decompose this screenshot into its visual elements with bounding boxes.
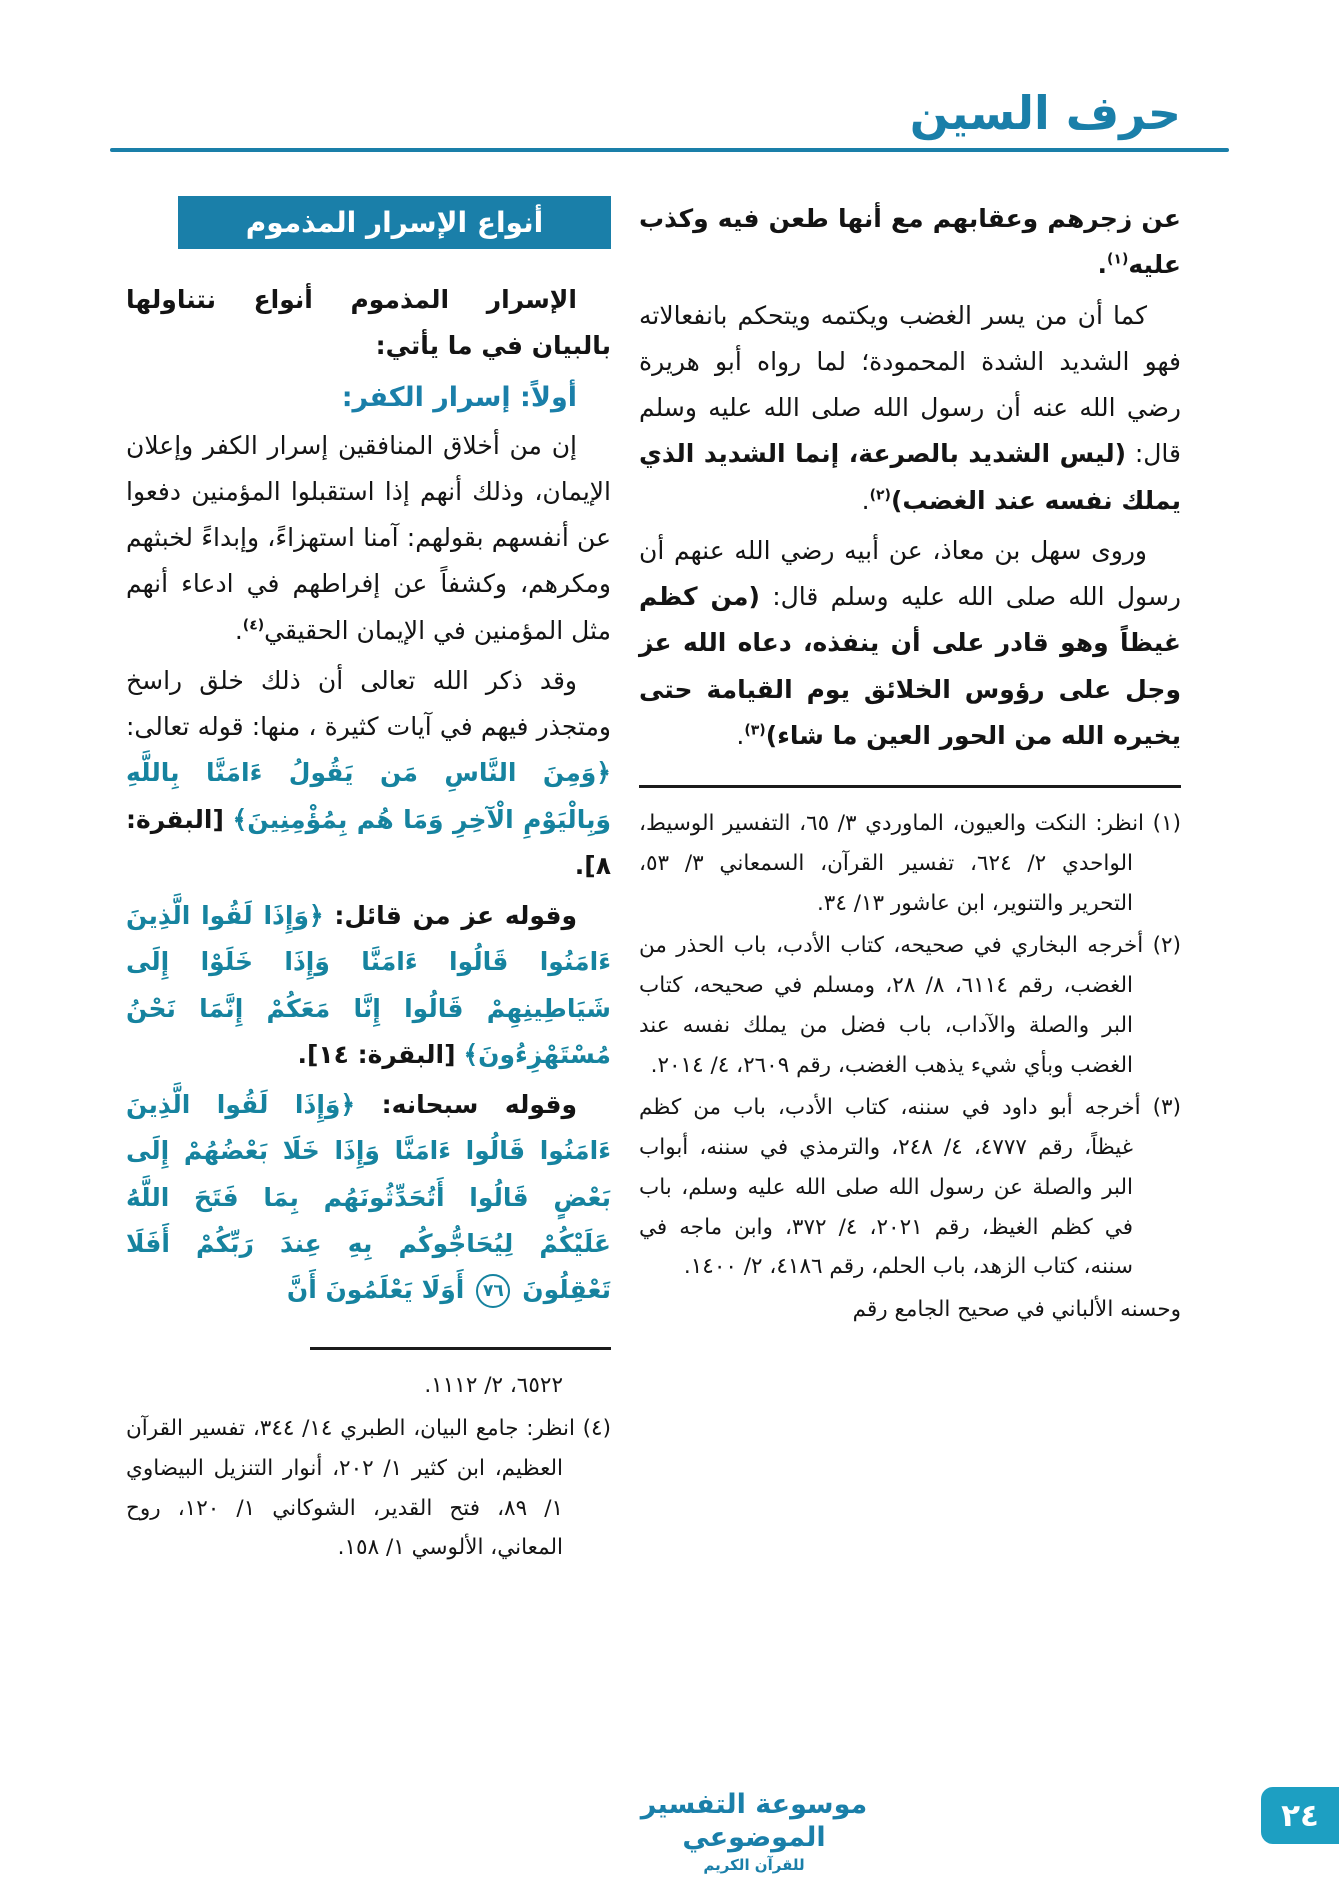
footnote-number: (٤) bbox=[582, 1416, 611, 1442]
footnote-text: أخرجه البخاري في صحيحه، كتاب الأدب، باب الحذر من الغضب، رقم ٦١١٤، ٨/ ٢٨، ومسلم في صحيحه، كتاب البر والصلة والآداب، باب فضل من يملك نفسه عند الغضب وبأي شيء يذهب الغضب، رقم ٢٦٠٩، ٤/ ٢٠١٤. bbox=[639, 933, 1144, 1078]
footnotes-section bbox=[126, 1366, 611, 1568]
sentence-period: . bbox=[1097, 250, 1107, 280]
verse-reference: [البقرة: ١٤]. bbox=[297, 1039, 456, 1069]
footnotes-section bbox=[639, 804, 1181, 1330]
paragraph bbox=[126, 423, 611, 654]
paragraph-text: إن من أخلاق المنافقين إسرار الكفر وإعلان الإيمان، وذلك أنهم إذا استقبلوا المؤمنين دفعوا عن أنفسهم بقولهم: آمنا استهزاءً، وإبداءً لخبثهم ومكرهم، وكشفاً عن إفراطهم في ادعاء أنهم مثل المؤمنين في الإيمان الحقيقي bbox=[126, 430, 611, 645]
quran-verse: ﴿وَمِنَ النَّاسِ مَن يَقُولُ ءَامَنَّا بِاللَّهِ وَبِالْيَوْمِ الْآخِرِ وَمَا هُم بِمُؤْمِنِينَ﴾ bbox=[126, 758, 612, 834]
footnote-separator bbox=[639, 785, 1181, 788]
left-column bbox=[126, 196, 611, 1571]
logo-subtitle: للقرآن الكريم bbox=[703, 1856, 805, 1874]
paragraph bbox=[126, 893, 611, 1078]
paragraph-text: وقد ذكر الله تعالى أن ذلك خلق راسخ ومتجذر فيهم في آيات كثيرة ، منها: قوله تعالى: bbox=[126, 665, 611, 741]
paragraph-text: وروى سهل بن معاذ، عن أبيه رضي الله عنهم أن رسول الله صلى الله عليه وسلم قال: bbox=[639, 535, 1181, 611]
hadith-quote: (من كظم غيظاً وهو قادر على أن ينفذه، دعاه الله عز وجل على رؤوس الخلائق يوم القيامة حتى يخيره الله من الحور العين ما شاء) bbox=[639, 582, 1181, 750]
footnote bbox=[126, 1409, 611, 1568]
chapter-title: حرف السين bbox=[909, 86, 1181, 140]
footnote-continuation: ٦٥٢٢، ٢/ ١١١٢. bbox=[424, 1373, 563, 1399]
sentence-period: . bbox=[861, 485, 870, 515]
paragraph-text: وقوله سبحانه: bbox=[355, 1090, 577, 1119]
section-heading: أنواع الإسرار المذموم bbox=[245, 206, 544, 239]
footnote bbox=[639, 804, 1181, 923]
quran-verse: أَوَلَا يَعْلَمُونَ أَنَّ bbox=[286, 1275, 465, 1304]
page-header bbox=[126, 86, 1181, 152]
page-number: ٢٤ bbox=[1281, 1797, 1319, 1834]
paragraph-text: وقوله عز من قائل: bbox=[323, 901, 577, 930]
verse-reference: [البقرة: ٨]. bbox=[126, 804, 611, 880]
hadith-quote: (ليس الشديد بالصرعة، إنما الشديد الذي يملك نفسه عند الغضب) bbox=[639, 439, 1181, 515]
footnote-number: (٣) bbox=[1152, 1095, 1181, 1121]
two-column-layout bbox=[126, 196, 1181, 1772]
quran-verse: ﴿وَإِذَا لَقُوا الَّذِينَ ءَامَنُوا قَالُوا ءَامَنَّا وَإِذَا خَلَا بَعْضُهُمْ إِلَى بَعْضٍ قَالُوا أَتُحَدِّثُونَهُم بِمَا فَتَحَ اللَّهُ عَلَيْكُمْ لِيُحَاجُّوكُم بِهِ عِندَ رَبِّكُمْ أَفَلَا تَعْقِلُونَ bbox=[126, 1090, 611, 1304]
footnote-number: (١) bbox=[1152, 811, 1181, 836]
header-divider bbox=[110, 148, 1229, 152]
right-column bbox=[639, 196, 1181, 1333]
paragraph bbox=[126, 658, 611, 889]
logo-title: موسوعة التفسير الموضوعي bbox=[640, 1789, 868, 1853]
footnote-text: أخرجه أبو داود في سننه، كتاب الأدب، باب من كظم غيظاً، رقم ٤٧٧٧، ٤/ ٢٤٨، والترمذي في سننه، أبواب البر والصلة عن رسول الله صلى الله عليه وسلم، باب في كظم الغيظ، رقم ٢٠٢١، ٤/ ٣٧٢، وابن ماجه في سننه، كتاب الزهد، باب الحلم، رقم ٤١٨٦، ٢/ ١٤٠٠. bbox=[639, 1095, 1141, 1280]
footnote-ref: (٢) bbox=[869, 487, 891, 504]
page-footer bbox=[126, 1772, 1181, 1890]
paragraph bbox=[639, 293, 1181, 524]
quran-verse: ﴿وَإِذَا لَقُوا الَّذِينَ ءَامَنُوا قَالُوا ءَامَنَّا وَإِذَا خَلَوْا إِلَى شَيَاطِينِهِمْ قَالُوا إِنَّا مَعَكُمْ إِنَّمَا نَحْنُ مُسْتَهْزِءُونَ﴾ bbox=[126, 901, 611, 1069]
footnote-ref: (٤) bbox=[242, 617, 265, 634]
footnote-number: (٢) bbox=[1152, 933, 1181, 959]
paragraph-text: كما أن من يسر الغضب ويكتمه ويتحكم بانفعالاته فهو الشديد الشدة المحمودة؛ لما رواه أبو هريرة رضي الله عنه أن رسول الله صلى الله عليه وسلم قال: bbox=[639, 300, 1181, 469]
sentence-period: . bbox=[234, 615, 243, 645]
footnote-text: انظر: النكت والعيون، الماوردي ٣/ ٦٥، التفسير الوسيط، الواحدي ٢/ ٦٢٤، تفسير القرآن، السمعاني ٣/ ٥٣، التحرير والتنوير، ابن عاشور ١٣/ ٣٤. bbox=[639, 811, 1145, 916]
footnote bbox=[639, 1088, 1181, 1287]
footnote-ref: (١) bbox=[1106, 251, 1129, 268]
intro-paragraph: الإسرار المذموم أنواع نتناولها بالبيان في ما يأتي: bbox=[126, 285, 611, 361]
paragraph bbox=[639, 528, 1181, 759]
page-number-badge bbox=[1261, 1787, 1339, 1844]
paragraph bbox=[639, 196, 1181, 289]
sentence-period: . bbox=[736, 720, 745, 750]
publisher-logo bbox=[619, 1789, 889, 1874]
ayah-number: ٧٦ bbox=[476, 1274, 510, 1308]
paragraph-text: عن زجرهم وعقابهم مع أنها طعن فيه وكذب عليه bbox=[639, 204, 1181, 280]
footnote-continuation: وحسنه الألباني في صحيح الجامع رقم bbox=[852, 1297, 1181, 1323]
section-heading-wrap bbox=[126, 196, 611, 249]
footnote-ref: (٣) bbox=[744, 722, 766, 739]
paragraph bbox=[126, 1082, 611, 1313]
section-heading-box bbox=[178, 196, 611, 249]
footnote bbox=[639, 926, 1181, 1085]
subsection-heading: أولاً: إسرار الكفر: bbox=[341, 381, 577, 413]
footnote-text: انظر: جامع البيان، الطبري ١٤/ ٣٤٤، تفسير القرآن العظيم، ابن كثير ١/ ٢٠٢، أنوار التنزيل البيضاوي ١/ ٨٩، فتح القدير، الشوكاني ١/ ١٢٠، روح المعاني، الألوسي ١/ ١٥٨. bbox=[126, 1416, 575, 1561]
footnote-separator bbox=[310, 1347, 611, 1350]
